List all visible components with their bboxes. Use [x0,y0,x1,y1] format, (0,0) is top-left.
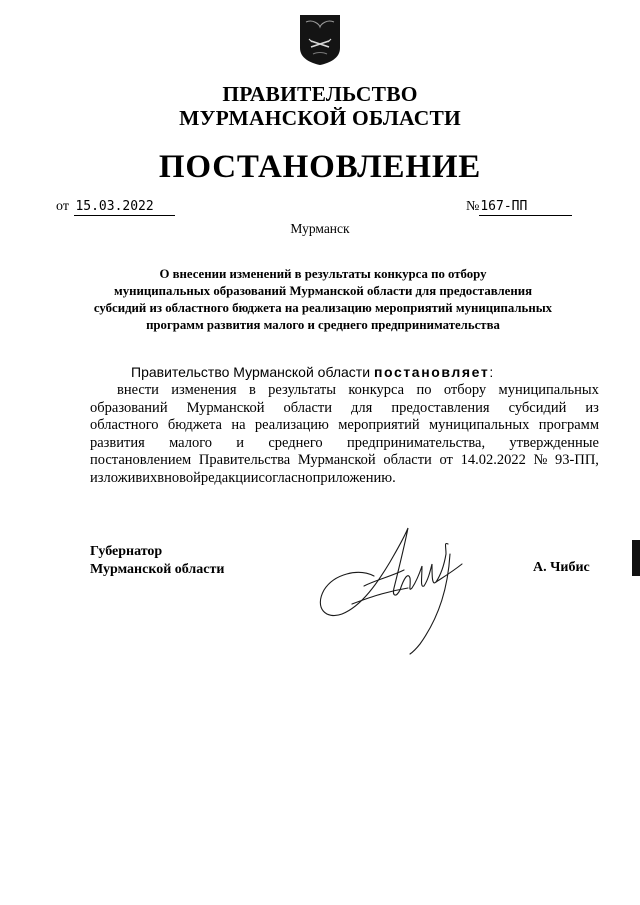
coat-of-arms-icon [299,14,341,66]
body-word: изменения [171,382,237,398]
government-name-line-1: ПРАВИТЕЛЬСТВО [222,82,418,106]
body-word: согласно [258,469,313,486]
date-prefix: от [56,199,69,214]
body-word: реализацию [254,417,329,434]
number-prefix: № [466,199,480,214]
body-line [90,382,599,400]
handwritten-signature-icon [312,516,502,656]
body-word: результаты [268,382,337,398]
body-word: муниципальных [498,382,599,398]
body-word: новой [164,469,201,486]
body-word: Мурманской [186,399,265,416]
body-word: постановлением [90,452,192,469]
government-name-line-2: МУРМАНСКОЙ ОБЛАСТИ [179,106,461,130]
body-word: в [157,469,165,486]
body-word: для [351,399,373,416]
body-word: на [231,417,246,434]
subject-line: субсидий из областного бюджета на реализацию мероприятий муниципальных [93,301,553,315]
body-line [90,400,599,418]
body-line [90,452,599,470]
document-type-title: ПОСТАНОВЛЕНИЕ [158,149,482,185]
subject-line: программ развития малого и среднего предпринимательства [146,318,500,332]
number-value: 167-ПП [479,199,572,216]
body-word: областного [90,417,159,434]
body-word: малого [169,434,213,451]
body-word: области [283,399,332,416]
body-word: бюджета [167,417,222,434]
body-line [90,435,599,453]
body-word: Правительства [198,452,291,469]
body-word: изложив [90,469,143,486]
body-word: области [383,452,432,469]
body-word: 14.02.2022 [460,452,526,469]
body-word: по [416,382,432,398]
body-word: мероприятий [338,417,420,434]
body-word: приложению. [312,469,396,486]
body-word: среднего [268,434,323,451]
body-word: № [533,452,548,469]
body-word: предпринимательства, [346,434,486,451]
body-word: и [236,434,245,451]
body-word: предоставления [391,399,490,416]
subject-line: О внесении изменений в результаты конкурса по отбору [159,267,487,281]
body-word: образований [90,399,168,416]
body-word: их [142,469,158,486]
signatory-title-line-1: Губернатор [90,544,163,559]
body-line [90,470,599,488]
document-subject [78,266,568,334]
body-word: отбору [443,382,487,398]
body-word: субсидий [508,399,567,416]
body-line [90,417,599,435]
date-field [56,199,175,216]
signatory-title-line-2: Мурманской области [90,561,225,577]
decree-body [90,382,599,488]
city-name: Мурманск [290,221,350,236]
signatory-name: А. Чибис [533,560,590,575]
body-word: в [248,382,256,398]
body-word: от [439,452,453,469]
body-word: внести [117,382,159,398]
body-word: из [585,399,599,416]
body-word: утвержденные [509,434,599,451]
body-word: муниципальных [429,417,530,434]
body-word: программ [538,417,599,434]
body-word: Мурманской [297,452,376,469]
number-field [466,199,572,216]
scan-edge-mark [632,540,640,576]
body-word: 93-ПП, [555,452,599,469]
signatory-title [90,543,224,578]
government-name [0,82,640,130]
subject-line: муниципальных образований Мурманской области для предоставления [113,284,532,298]
body-word: редакции [200,469,259,486]
date-value: 15.03.2022 [74,199,175,216]
decree-lead-line [131,364,493,380]
decree-colon: : [489,364,494,380]
decree-verb: постановляет [373,364,490,380]
body-word: развития [90,434,145,451]
decree-lead-text: Правительство Мурманской области [131,364,371,380]
body-word: конкурса [348,382,405,398]
